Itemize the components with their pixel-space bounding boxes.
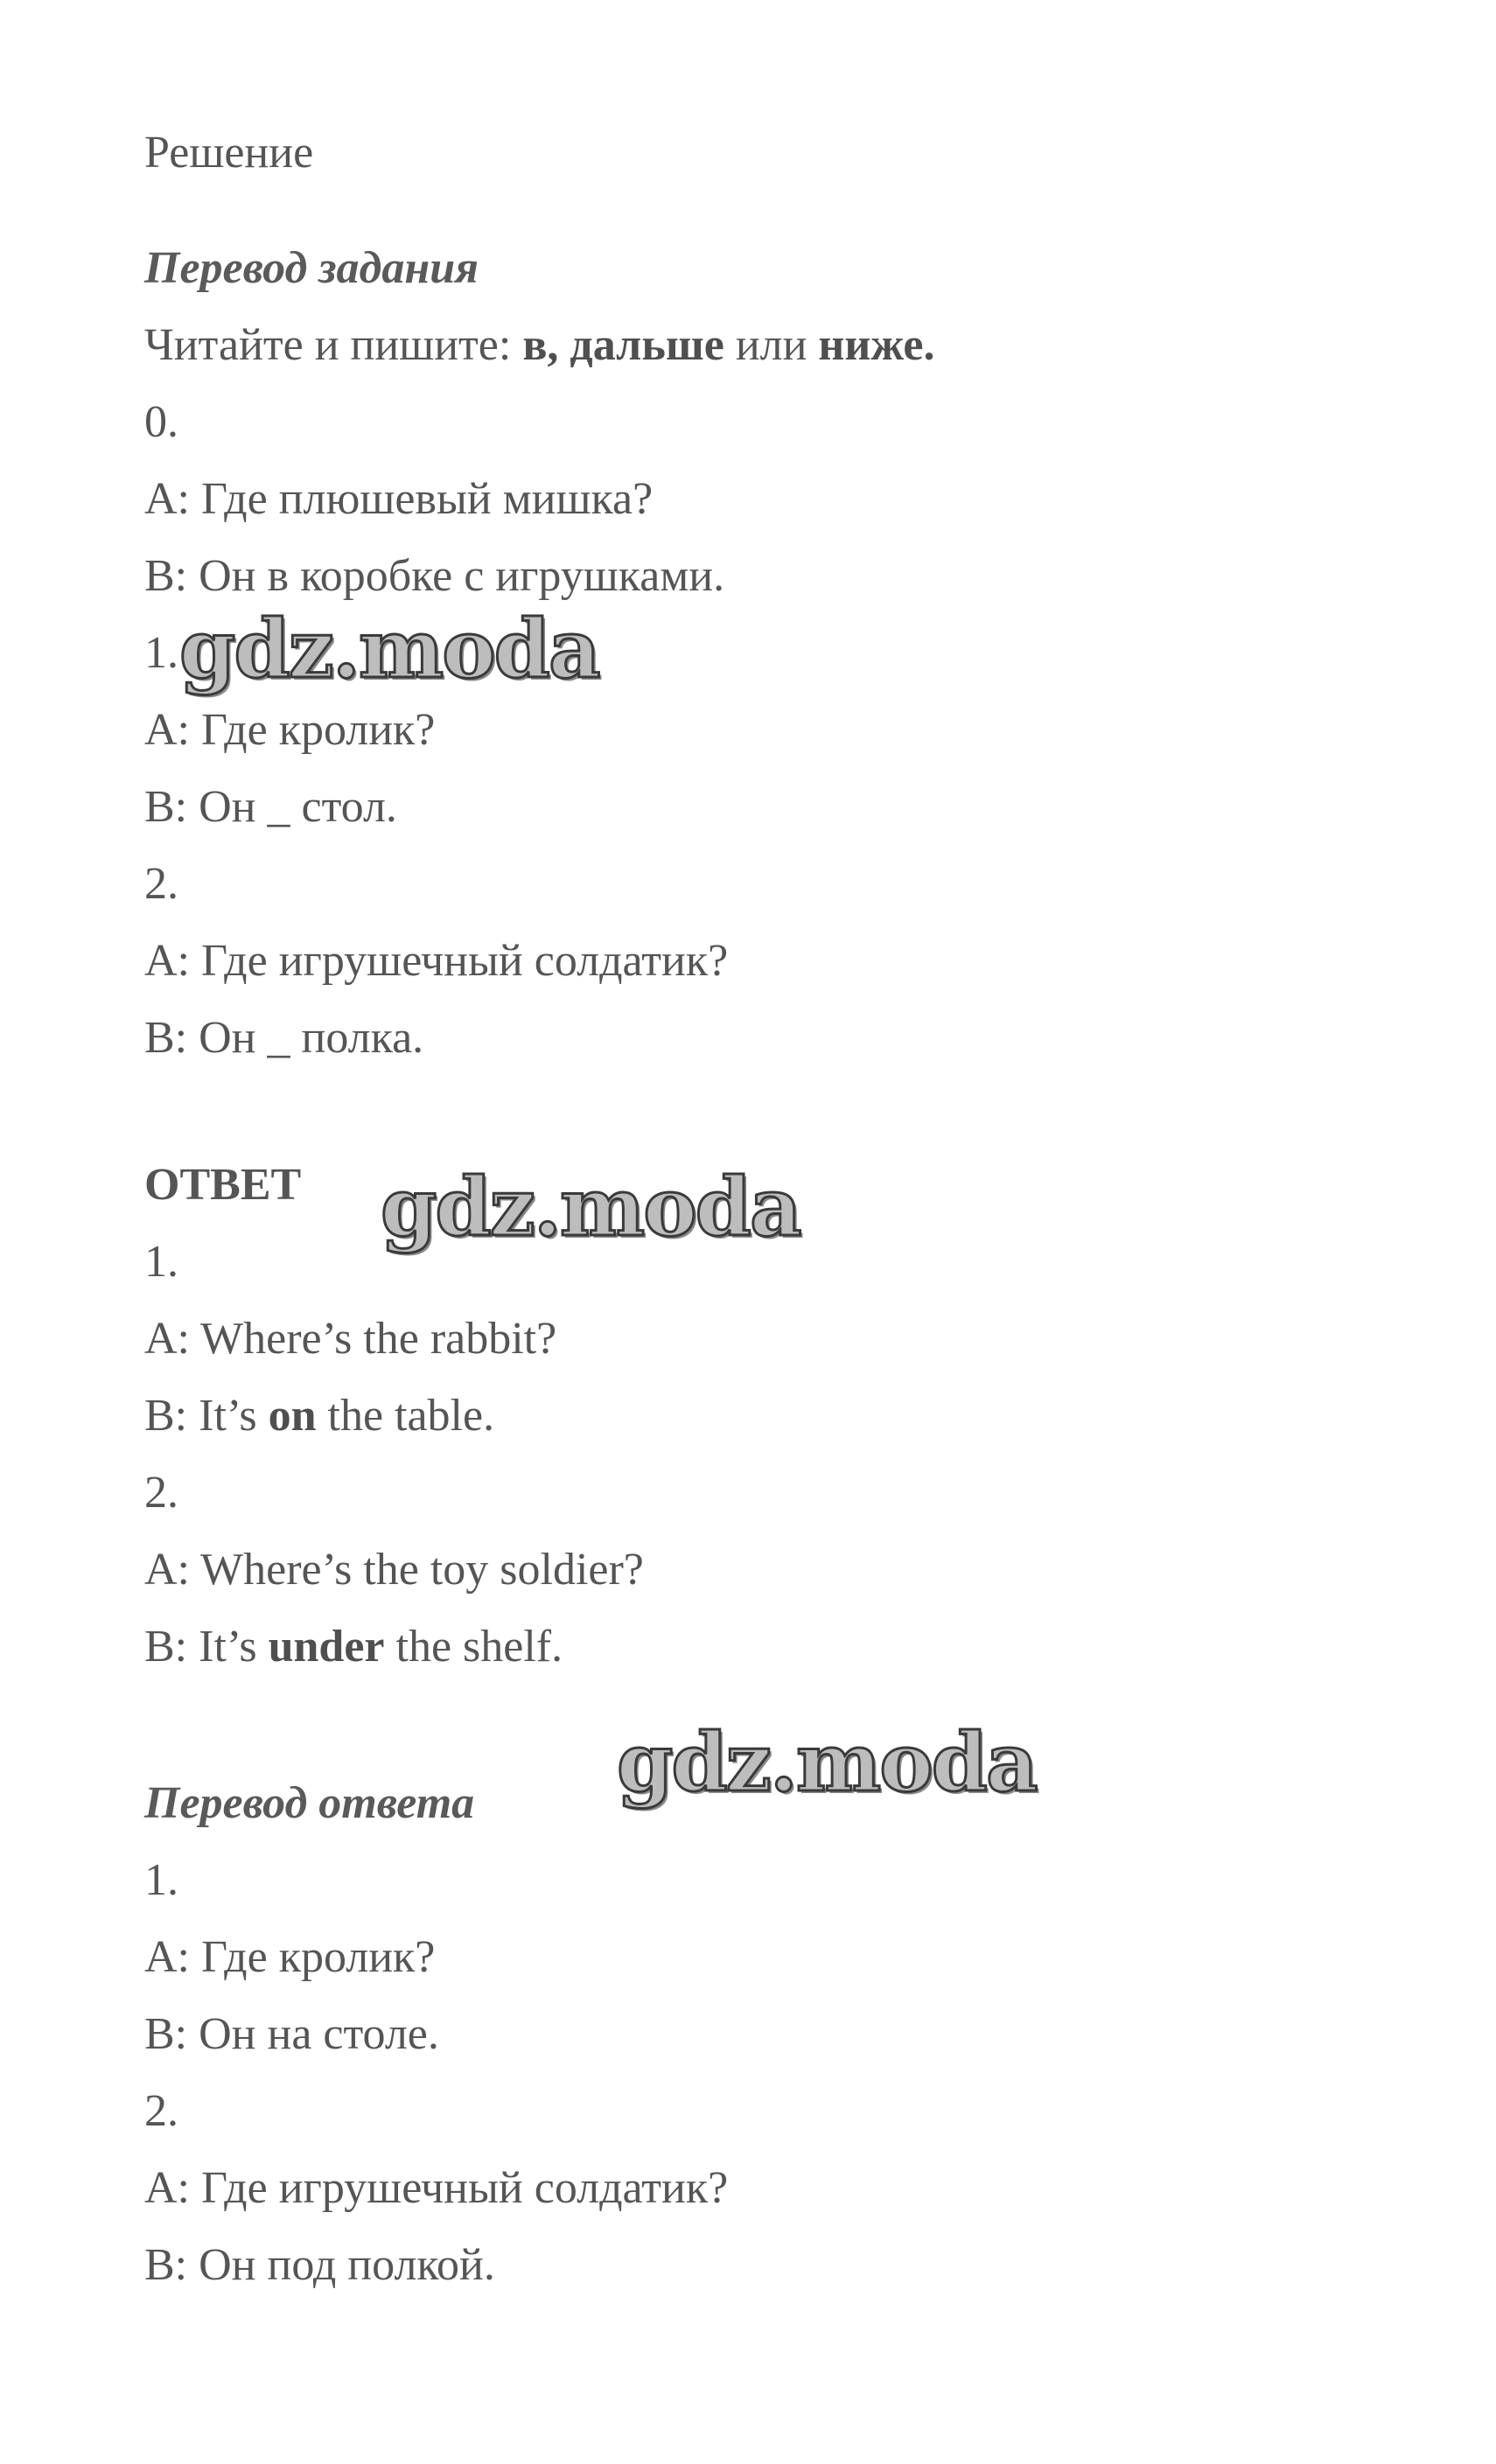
answer-item1-bold: on [268,1391,317,1441]
answer-item2-prefix: B: It’s [144,1622,269,1672]
instruction-mid: или [724,320,819,370]
answer-item2-question: A: Where’s the toy soldier? [144,1545,644,1595]
instruction-bold: в, дальше [522,320,724,370]
task-line: 0. [144,397,178,447]
task-line: А: Где игрушечный солдатик? [144,936,729,986]
task-line: 1. [144,628,178,678]
watermark-logo: gdz.moda [381,1160,800,1254]
answer-translation-line: В: Он под полкой. [144,2240,495,2290]
answer-translation-line: А: Где игрушечный солдатик? [144,2163,729,2213]
task-line: А: Где кролик? [144,705,436,755]
instruction-prefix: Читайте и пишите: [144,320,523,370]
answer-translation-line: 2. [144,2086,178,2136]
answer-heading: ОТВЕТ [144,1160,302,1210]
answer-item1-answer [144,1390,494,1442]
task-line: В: Он _ стол. [144,782,397,832]
answer-item1-suffix: the table. [316,1391,495,1441]
answer-item1-prefix: B: It’s [144,1391,269,1441]
page-title: Решение [144,128,314,178]
answer-translation-line: А: Где кролик? [144,1932,436,1982]
task-line: В: Он в коробке с игрушками. [144,551,725,601]
task-line: 2. [144,859,178,909]
watermark-logo: gdz.moda [617,1715,1037,1810]
task-translation-heading: Перевод задания [144,243,479,293]
task-line: А: Где плюшевый мишка? [144,474,654,524]
answer-translation-heading: Перевод ответа [144,1778,475,1828]
answer-translation-line: 1. [144,1855,178,1905]
answer-item1-number: 1. [144,1237,178,1287]
answer-item1-question: A: Where’s the rabbit? [144,1314,557,1364]
answer-item2-suffix: the shelf. [384,1622,563,1672]
task-instruction [144,319,934,372]
task-line: В: Он _ полка. [144,1013,424,1063]
answer-item2-number: 2. [144,1468,178,1518]
watermark-logo: gdz.moda [179,602,599,696]
answer-item2-answer [144,1621,563,1673]
answer-item2-bold: under [268,1622,385,1672]
instruction-bold-2: ниже. [818,320,935,370]
answer-translation-line: В: Он на столе. [144,2009,439,2059]
